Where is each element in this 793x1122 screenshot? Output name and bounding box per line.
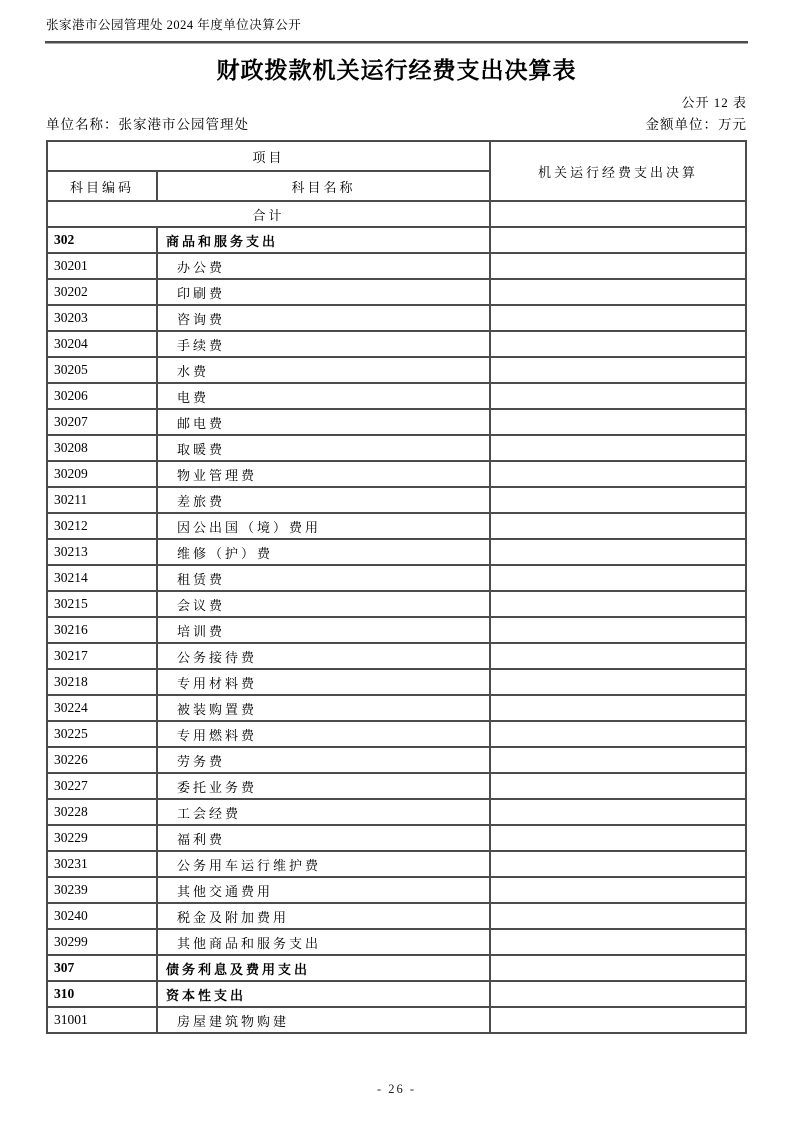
table-row — [47, 617, 746, 643]
code-cell: 30240 — [47, 903, 157, 929]
value-cell — [490, 591, 746, 617]
code-cell: 302 — [47, 227, 157, 253]
value-cell — [490, 565, 746, 591]
name-cell: 办公费 — [157, 253, 490, 279]
value-cell — [490, 877, 746, 903]
name-cell: 印刷费 — [157, 279, 490, 305]
name-cell: 培训费 — [157, 617, 490, 643]
name-cell: 因公出国（境）费用 — [157, 513, 490, 539]
meta-row — [46, 113, 747, 133]
name-cell: 物业管理费 — [157, 461, 490, 487]
value-cell — [490, 747, 746, 773]
code-cell: 30239 — [47, 877, 157, 903]
table-row — [47, 773, 746, 799]
table-row — [47, 799, 746, 825]
doc-title: 财政拨款机关运行经费支出决算表 — [216, 57, 577, 83]
table-row — [47, 487, 746, 513]
table-number: 公开 12 表 — [681, 95, 747, 110]
code-cell: 30227 — [47, 773, 157, 799]
code-cell: 30214 — [47, 565, 157, 591]
table-row — [47, 903, 746, 929]
name-cell: 其他交通费用 — [157, 877, 490, 903]
col-header-value: 机关运行经费支出决算 — [490, 141, 746, 201]
table-row — [47, 279, 746, 305]
name-cell: 电费 — [157, 383, 490, 409]
value-cell — [490, 357, 746, 383]
table-row — [47, 747, 746, 773]
value-cell — [490, 669, 746, 695]
name-cell: 委托业务费 — [157, 773, 490, 799]
value-cell — [490, 1007, 746, 1033]
code-cell: 30215 — [47, 591, 157, 617]
code-cell: 30231 — [47, 851, 157, 877]
name-cell: 公务用车运行维护费 — [157, 851, 490, 877]
value-cell — [490, 435, 746, 461]
table-row — [47, 643, 746, 669]
code-cell: 30225 — [47, 721, 157, 747]
name-cell: 债务利息及费用支出 — [157, 955, 490, 981]
code-cell: 30205 — [47, 357, 157, 383]
col-header-subject-code: 科目编码 — [47, 171, 157, 201]
table-row — [47, 461, 746, 487]
name-cell: 福利费 — [157, 825, 490, 851]
unit-name: 单位名称：张家港市公园管理处 — [46, 117, 249, 132]
table-row — [47, 331, 746, 357]
table-row — [47, 825, 746, 851]
value-cell — [490, 461, 746, 487]
table-row — [47, 565, 746, 591]
value-cell — [490, 513, 746, 539]
page-header: 张家港市公园管理处 2024 年度单位决算公开 — [46, 18, 302, 32]
value-cell — [490, 253, 746, 279]
name-cell: 被装购置费 — [157, 695, 490, 721]
table-row — [47, 929, 746, 955]
value-cell — [490, 539, 746, 565]
name-cell: 手续费 — [157, 331, 490, 357]
value-cell — [490, 799, 746, 825]
table-row — [47, 383, 746, 409]
code-cell: 30203 — [47, 305, 157, 331]
table-row — [47, 227, 746, 253]
table-row — [47, 305, 746, 331]
value-cell — [490, 903, 746, 929]
value-cell — [490, 643, 746, 669]
value-cell — [490, 383, 746, 409]
name-cell: 维修（护）费 — [157, 539, 490, 565]
table-row — [47, 1007, 746, 1033]
name-cell: 资本性支出 — [157, 981, 490, 1007]
name-cell: 公务接待费 — [157, 643, 490, 669]
value-cell — [490, 227, 746, 253]
value-cell — [490, 305, 746, 331]
code-cell: 30213 — [47, 539, 157, 565]
code-cell: 31001 — [47, 1007, 157, 1033]
table-row — [47, 591, 746, 617]
code-cell: 30201 — [47, 253, 157, 279]
value-cell — [490, 851, 746, 877]
name-cell: 水费 — [157, 357, 490, 383]
name-cell: 劳务费 — [157, 747, 490, 773]
table-row — [47, 721, 746, 747]
header-row-project — [47, 141, 746, 171]
total-row — [47, 201, 746, 227]
code-cell: 30209 — [47, 461, 157, 487]
name-cell: 房屋建筑物购建 — [157, 1007, 490, 1033]
code-cell: 30218 — [47, 669, 157, 695]
value-cell — [490, 981, 746, 1007]
name-cell: 其他商品和服务支出 — [157, 929, 490, 955]
value-cell — [490, 929, 746, 955]
table-row — [47, 695, 746, 721]
code-cell: 30207 — [47, 409, 157, 435]
table-row — [47, 669, 746, 695]
value-cell — [490, 331, 746, 357]
value-cell — [490, 955, 746, 981]
header-rule — [45, 41, 748, 44]
table-row — [47, 513, 746, 539]
name-cell: 工会经费 — [157, 799, 490, 825]
table-row — [47, 539, 746, 565]
col-header-subject-name: 科目名称 — [157, 171, 490, 201]
code-cell: 30216 — [47, 617, 157, 643]
code-cell: 30212 — [47, 513, 157, 539]
code-cell: 30228 — [47, 799, 157, 825]
table-row — [47, 253, 746, 279]
code-cell: 30202 — [47, 279, 157, 305]
code-cell: 30229 — [47, 825, 157, 851]
name-cell: 专用材料费 — [157, 669, 490, 695]
name-cell: 租赁费 — [157, 565, 490, 591]
name-cell: 邮电费 — [157, 409, 490, 435]
code-cell: 310 — [47, 981, 157, 1007]
code-cell: 307 — [47, 955, 157, 981]
value-cell — [490, 773, 746, 799]
name-cell: 商品和服务支出 — [157, 227, 490, 253]
value-cell — [490, 279, 746, 305]
name-cell: 差旅费 — [157, 487, 490, 513]
total-value-cell — [490, 201, 746, 227]
code-cell: 30208 — [47, 435, 157, 461]
value-cell — [490, 721, 746, 747]
table-row — [47, 955, 746, 981]
value-cell — [490, 617, 746, 643]
code-cell: 30224 — [47, 695, 157, 721]
name-cell: 会议费 — [157, 591, 490, 617]
name-cell: 咨询费 — [157, 305, 490, 331]
page-number: - 26 - — [376, 1082, 417, 1096]
table-row — [47, 981, 746, 1007]
name-cell: 税金及附加费用 — [157, 903, 490, 929]
table-row — [47, 851, 746, 877]
table-row — [47, 877, 746, 903]
value-cell — [490, 695, 746, 721]
table-row — [47, 357, 746, 383]
value-cell — [490, 409, 746, 435]
value-cell — [490, 487, 746, 513]
total-label: 合计 — [47, 201, 490, 227]
table-row — [47, 435, 746, 461]
code-cell: 30211 — [47, 487, 157, 513]
table-row — [47, 409, 746, 435]
col-header-project: 项目 — [47, 141, 490, 171]
code-cell: 30217 — [47, 643, 157, 669]
name-cell: 专用燃料费 — [157, 721, 490, 747]
name-cell: 取暖费 — [157, 435, 490, 461]
finance-table — [46, 140, 747, 1034]
code-cell: 30299 — [47, 929, 157, 955]
code-cell: 30226 — [47, 747, 157, 773]
code-cell: 30206 — [47, 383, 157, 409]
value-cell — [490, 825, 746, 851]
code-cell: 30204 — [47, 331, 157, 357]
amount-unit: 金额单位：万元 — [645, 117, 747, 132]
